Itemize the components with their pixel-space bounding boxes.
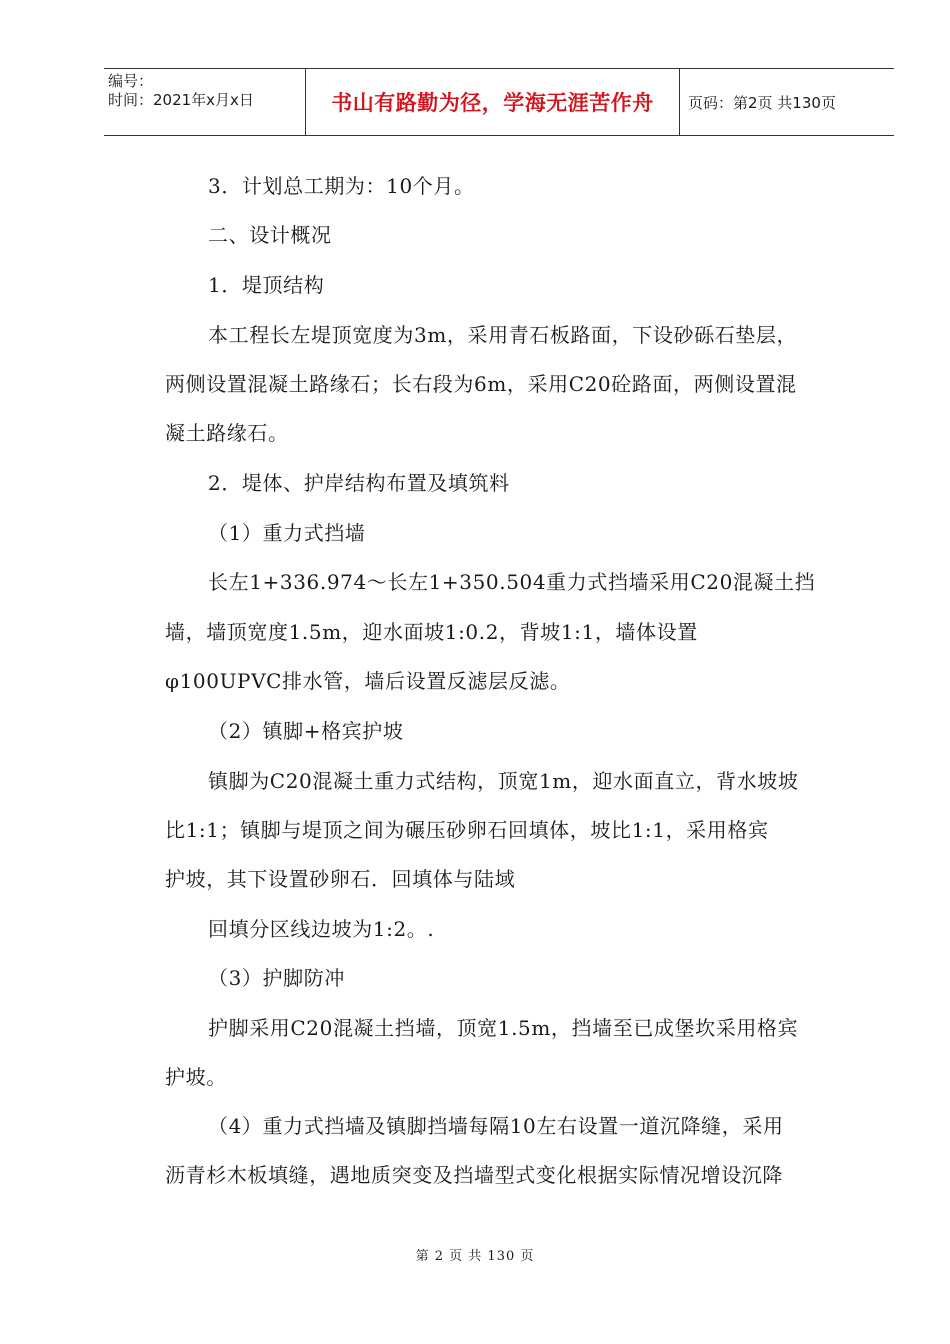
body-line: （4）重力式挡墙及镇脚挡墙每隔10左右设置一道沉降缝，采用 [208,1114,784,1138]
body-line: 墙，墙顶宽度1.5m，迎水面坡1:0.2，背坡1:1，墙体设置 [165,620,698,644]
body-line: 本工程长左堤顶宽度为3m，采用青石板路面，下设砂砾石垫层， [208,323,798,347]
body-line: φ100UPVC排水管，墙后设置反滤层反滤。 [165,669,571,693]
body-line: 护坡，其下设置砂卵石．回填体与陆域 [165,867,516,891]
body-line: 护脚采用C20混凝土挡墙，顶宽1.5m，挡墙至已成堡坎采用格宾 [208,1016,799,1040]
header-table [104,68,894,136]
body-line: 3．计划总工期为：10个月。 [208,174,475,198]
page-footer: 第 2 页 共 130 页 [415,1249,535,1264]
item-heading: （3）护脚防冲 [208,966,345,990]
body-line: 凝土路缘石。 [165,421,289,445]
body-line: 长左1+336.974～长左1+350.504重力式挡墙采用C20混凝土挡 [208,570,816,594]
subsection-heading: 1．堤顶结构 [208,273,325,297]
item-heading: （1）重力式挡墙 [208,521,366,545]
header-meta-cell [104,69,306,135]
section-heading: 二、设计概况 [208,223,332,247]
body-line: 两侧设置混凝土路缘石；长右段为6m，采用C20砼路面，两侧设置混 [165,372,797,396]
page-info: 页码：第2页 共130页 [688,93,836,112]
body-line: 镇脚为C20混凝土重力式结构，顶宽1m，迎水面直立，背水坡坡 [208,769,799,793]
body-line: 比1:1；镇脚与堤顶之间为碾压砂卵石回填体，坡比1:1，采用格宾 [165,818,769,842]
item-heading: （2）镇脚+格宾护坡 [208,719,404,743]
header-motto-cell [306,69,680,135]
header-page-cell [680,69,894,135]
body-line: 沥青杉木板填缝，遇地质突变及挡墙型式变化根据实际情况增设沉降 [165,1163,783,1187]
body-line: 护坡。 [165,1065,227,1089]
number-label: 编号： [108,72,154,90]
time-label: 时间：2021年x月x日 [108,91,254,109]
subsection-heading: 2．堤体、护岸结构布置及填筑料 [208,471,510,495]
motto-text: 书山有路勤为径，学海无涯苦作舟 [331,91,654,115]
body-line: 回填分区线边坡为1:2。. [208,917,435,941]
